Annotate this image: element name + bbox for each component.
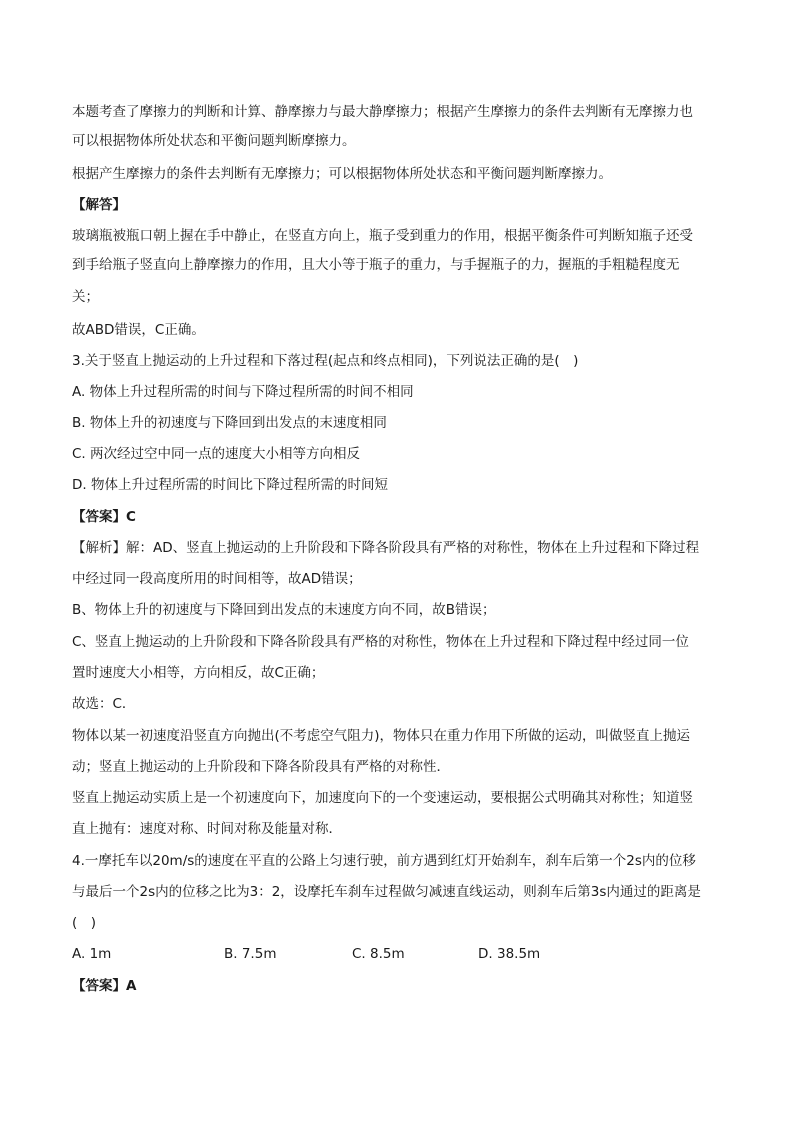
text-line: B、物体上升的初速度与下降回到出发点的末速度方向不同，故B错误； <box>72 602 496 618</box>
question-3-stem: 3.关于竖直上抛运动的上升过程和下落过程(起点和终点相同)，下列说法正确的是( ) <box>72 353 579 369</box>
text-line: 中经过同一段高度所用的时间相等，故AD错误； <box>72 571 362 587</box>
question-4-stem-cont: 与最后一个2s内的位移之比为3：2，设摩托车刹车过程做匀减速直线运动，则刹车后第3s内通过的距离是 <box>72 884 701 900</box>
section-heading-solution: 【解答】 <box>72 197 126 213</box>
text-line: 关； <box>72 289 99 305</box>
text-line: 竖直上抛运动实质上是一个初速度向下，加速度向下的一个变速运动，要根据公式明确其对称性；知道竖 <box>72 790 693 806</box>
question-4-blank: ( ) <box>72 915 97 931</box>
question-4-option-d: D. 38.5m <box>478 946 541 962</box>
question-3-analysis: 【解析】解：AD、竖直上抛运动的上升阶段和下降各阶段具有严格的对称性，物体在上升过程和下降过程 <box>72 540 700 556</box>
text-line: 可以根据物体所处状态和平衡问题判断摩擦力。 <box>72 133 356 149</box>
text-line: 故选：C． <box>72 696 136 712</box>
text-line: 本题考查了摩擦力的判断和计算、静摩擦力与最大静摩擦力；根据产生摩擦力的条件去判断有无摩擦力也 <box>72 104 693 120</box>
question-4-option-c: C. 8.5m <box>352 946 405 962</box>
text-line: 根据产生摩擦力的条件去判断有无摩擦力；可以根据物体所处状态和平衡问题判断摩擦力。 <box>72 166 612 182</box>
text-line: 玻璃瓶被瓶口朝上握在手中静止，在竖直方向上，瓶子受到重力的作用，根据平衡条件可判断知瓶子还受 <box>72 228 693 244</box>
question-4-stem: 4.一摩托车以20m/s的速度在平直的公路上匀速行驶，前方遇到红灯开始刹车，刹车后第一个2s内的位移 <box>72 853 696 869</box>
question-4-option-b: B. 7.5m <box>224 946 277 962</box>
question-3-option-c: C. 两次经过空中同一点的速度大小相等方向相反 <box>72 446 361 462</box>
text-line: 动；竖直上抛运动的上升阶段和下降各阶段具有严格的对称性． <box>72 759 450 775</box>
question-4-options <box>72 944 732 964</box>
question-3-option-a: A. 物体上升过程所需的时间与下降过程所需的时间不相同 <box>72 384 414 400</box>
question-3-answer: 【答案】C <box>72 509 136 525</box>
question-3-option-b: B. 物体上升的初速度与下降回到出发点的末速度相同 <box>72 415 387 431</box>
text-line: 到手给瓶子竖直向上静摩擦力的作用，且大小等于瓶子的重力，与手握瓶子的力，握瓶的手粗糙程度无 <box>72 257 680 273</box>
text-line: 置时速度大小相等，方向相反，故C正确； <box>72 665 325 681</box>
question-4-answer: 【答案】A <box>72 978 137 994</box>
text-line: 故ABD错误，C正确。 <box>72 322 205 338</box>
text-line: C、竖直上抛运动的上升阶段和下降各阶段具有严格的对称性，物体在上升过程和下降过程中经过同一位 <box>72 634 689 650</box>
question-4-option-a: A. 1m <box>72 946 112 962</box>
text-line: 直上抛有：速度对称、时间对称及能量对称． <box>72 821 342 837</box>
question-3-option-d: D. 物体上升过程所需的时间比下降过程所需的时间短 <box>72 477 388 493</box>
text-line: 物体以某一初速度沿竖直方向抛出(不考虑空气阻力)，物体只在重力作用下所做的运动，叫做竖直上抛运 <box>72 728 691 744</box>
